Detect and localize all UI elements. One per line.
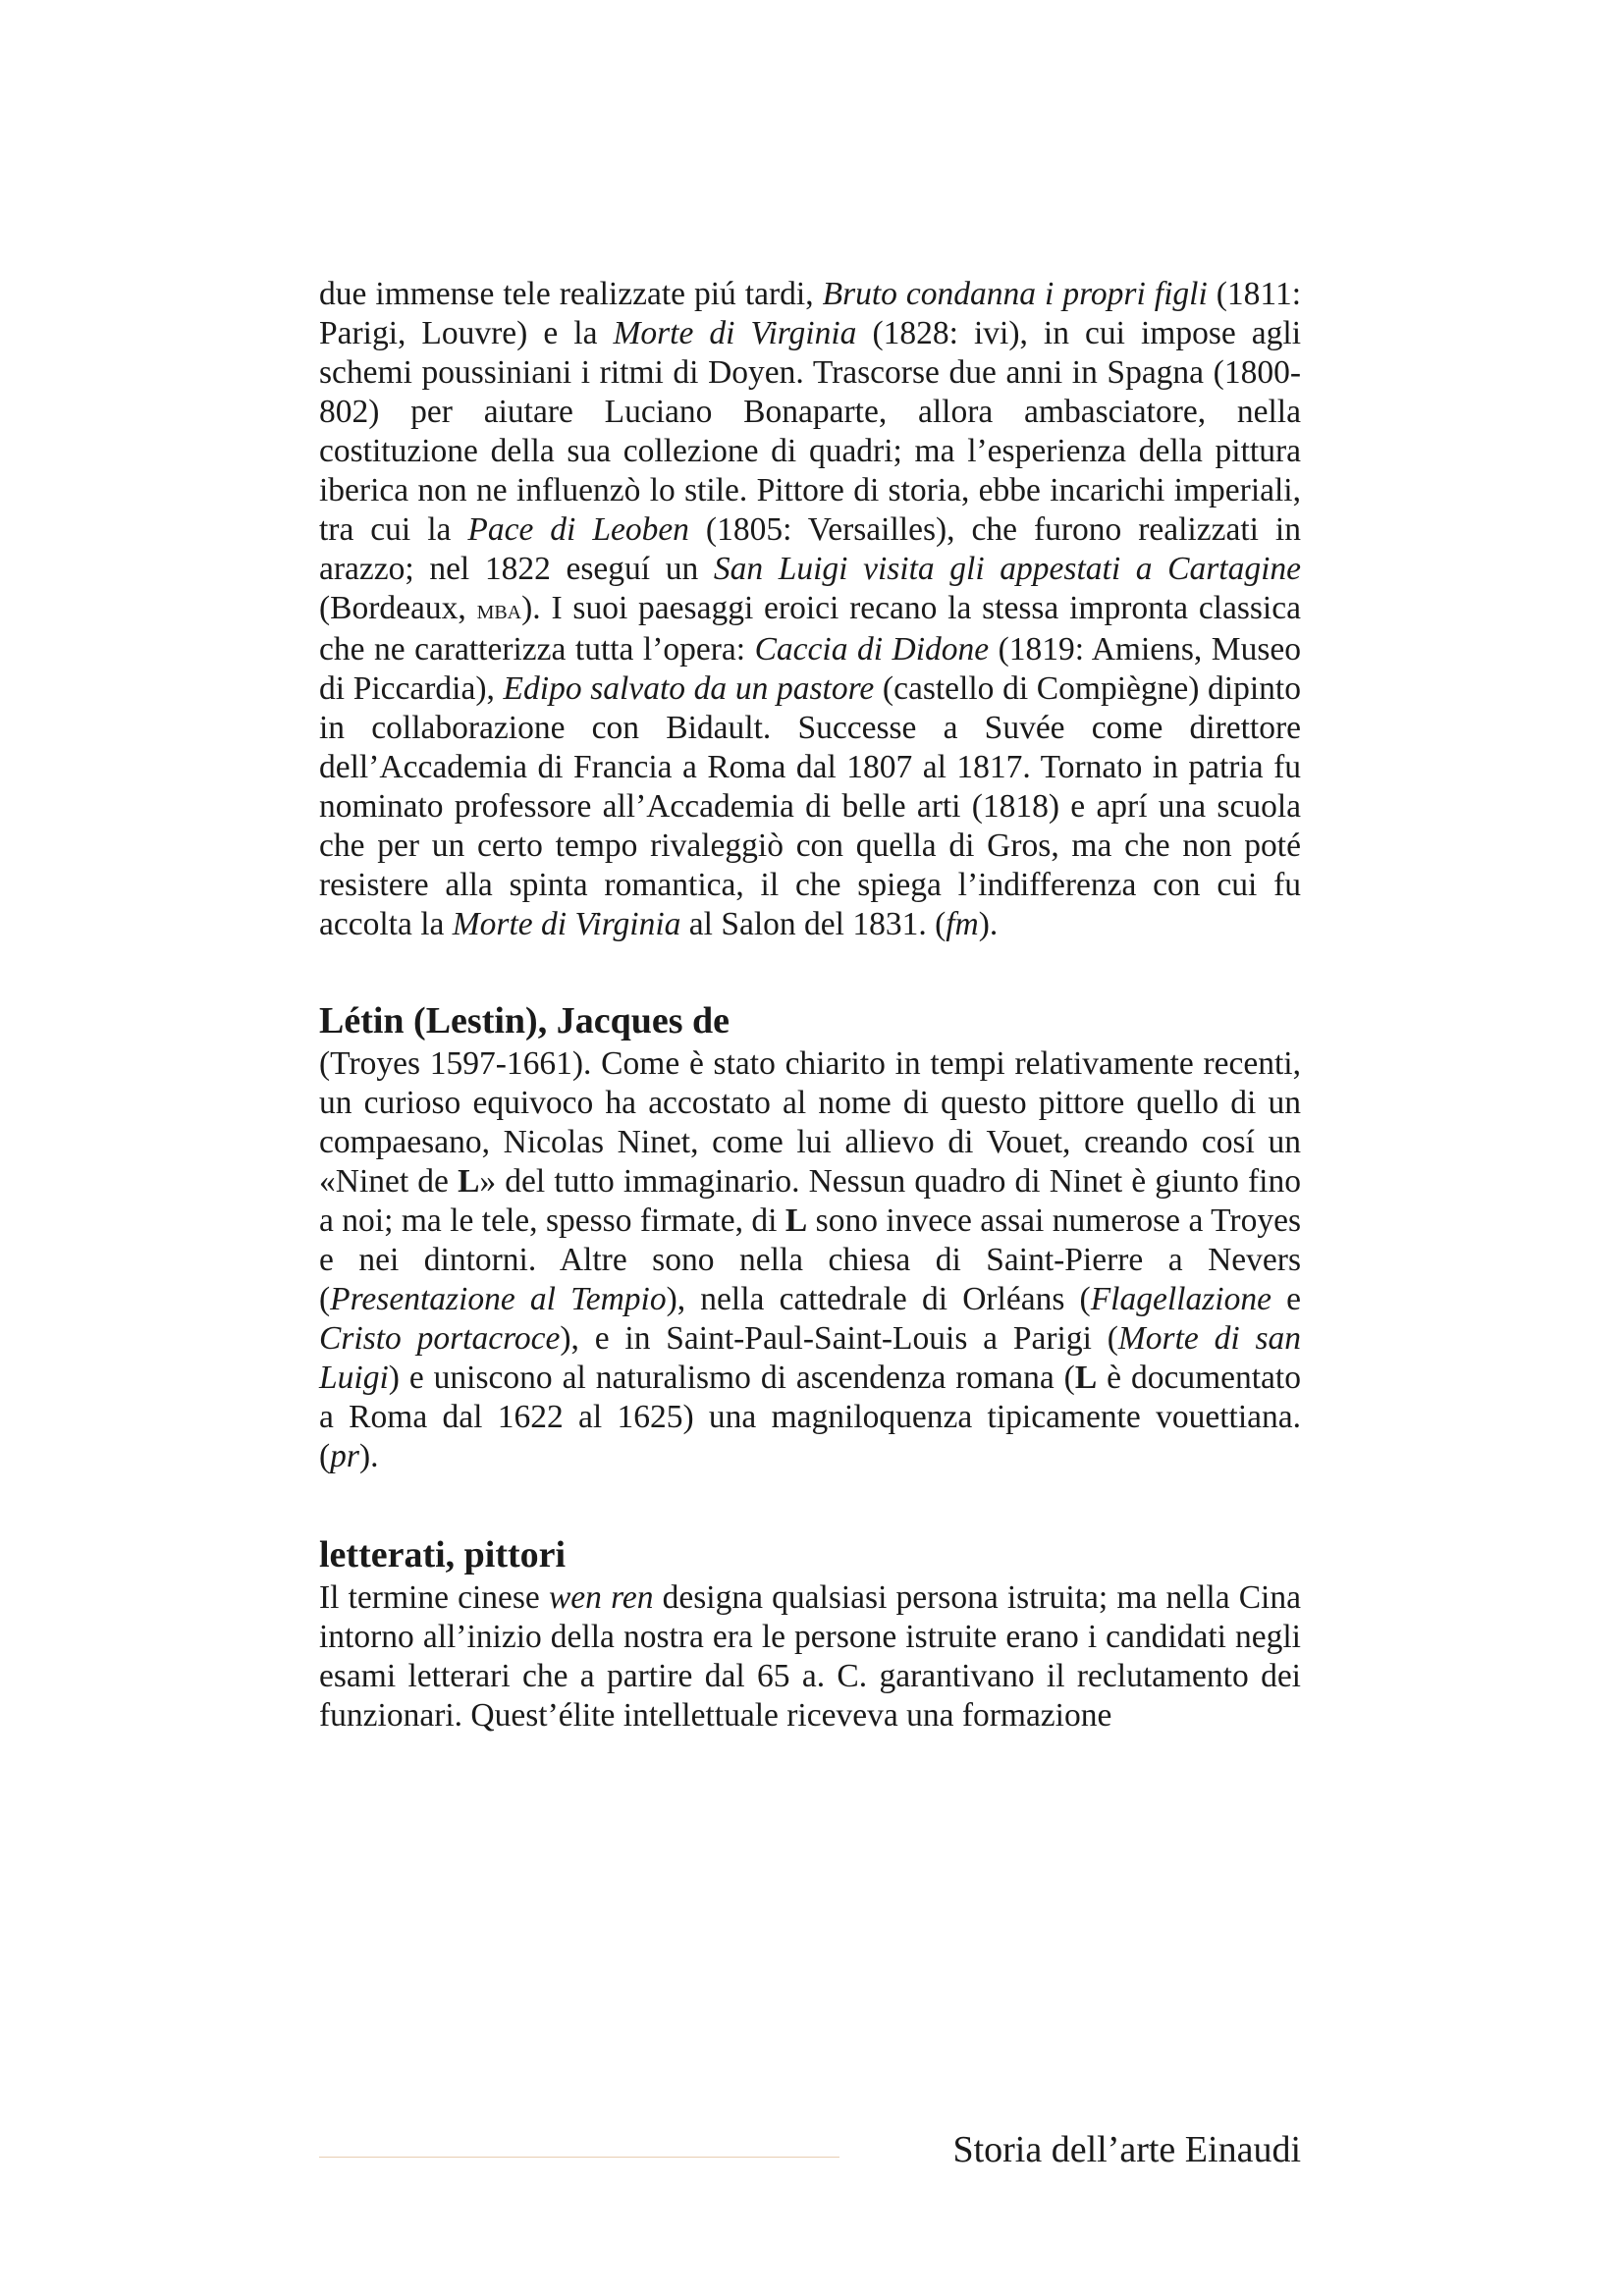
paragraph-letin: (Troyes 1597-1661). Come è stato chiarito in tempi relativamente recenti, un curioso equivoco ha accostato al nome di questo pittore quello di un compaesano, Nicolas Ninet, come lui allievo di Vouet, creando cosí un «Ninet de L» del tutto immaginario. Nessun quadro di Ninet è giunto fino a noi; ma le tele, spesso firmate, di L sono invece assai numerose a Troyes e nei dintorni. Altre sono nella chiesa di Saint-Pierre a Nevers (Presentazione al Tempio), nella cattedrale di Orléans (Flagellazione e Cristo portacroce), e in Saint-Paul-Saint-Louis a Parigi (Morte di san Luigi) e uniscono al naturalismo di ascendenza romana (L è documentato a Roma dal 1622 al 1625) una magniloquenza tipicamente vouettiana. (pr). (319, 1045, 1301, 1474)
paragraph-continuation: due immense tele realizzate piú tardi, Bruto condanna i propri figli (1811: Parigi, Louvre) e la Morte di Virginia (1828: ivi), in cui impose agli schemi poussiniani i ritmi di Doyen. Trascorse due anni in Spagna (1800-802) per aiutare Luciano Bonaparte, allora ambasciatore, nella costituzione della sua collezione di quadri; ma l’esperienza della pittura iberica non ne influenzò lo stile. Pittore di storia, ebbe incarichi imperiali, tra cui la Pace di Leoben (1805: Versailles), che furono realizzati in arazzo; nel 1822 eseguí un San Luigi visita gli appestati a Cartagine (Bordeaux, mba). I suoi paesaggi eroici recano la stessa impronta classica che ne caratterizza tutta l’opera: Caccia di Didone (1819: Amiens, Museo di Piccardia), Edipo salvato da un pastore (castello di Compiègne) dipinto in collaborazione con Bidault. Successe a Suvée come direttore dell’Accademia di Francia a Roma dal 1807 al 1817. Tornato in patria fu nominato professore all’Accademia di belle arti (1818) e aprí una scuola che per un certo tempo rivaleggiò con quella di Gros, ma che non poté resistere alla spinta romantica, il che spiega l’indifferenza con cui fu accolta la Morte di Virginia al Salon del 1831. (fm). (319, 276, 1301, 942)
page-body (319, 275, 1301, 1735)
paragraph-letterati: Il termine cinese wen ren designa qualsiasi persona istruita; ma nella Cina intorno all’inizio della nostra era le persone istruite erano i candidati negli esami letterari che a partire dal 65 a. C. garantivano il reclutamento dei funzionari. Quest’élite intellettuale riceveva una formazione (319, 1579, 1301, 1734)
footer-title: Storia dell’arte Einaudi (952, 2129, 1301, 2170)
entry-title-letterati: letterati, pittori (319, 1534, 567, 1575)
entry-title-letin: Létin (Lestin), Jacques de (319, 1000, 730, 1041)
footer-rule (319, 2157, 839, 2158)
page-footer (319, 2120, 1301, 2179)
